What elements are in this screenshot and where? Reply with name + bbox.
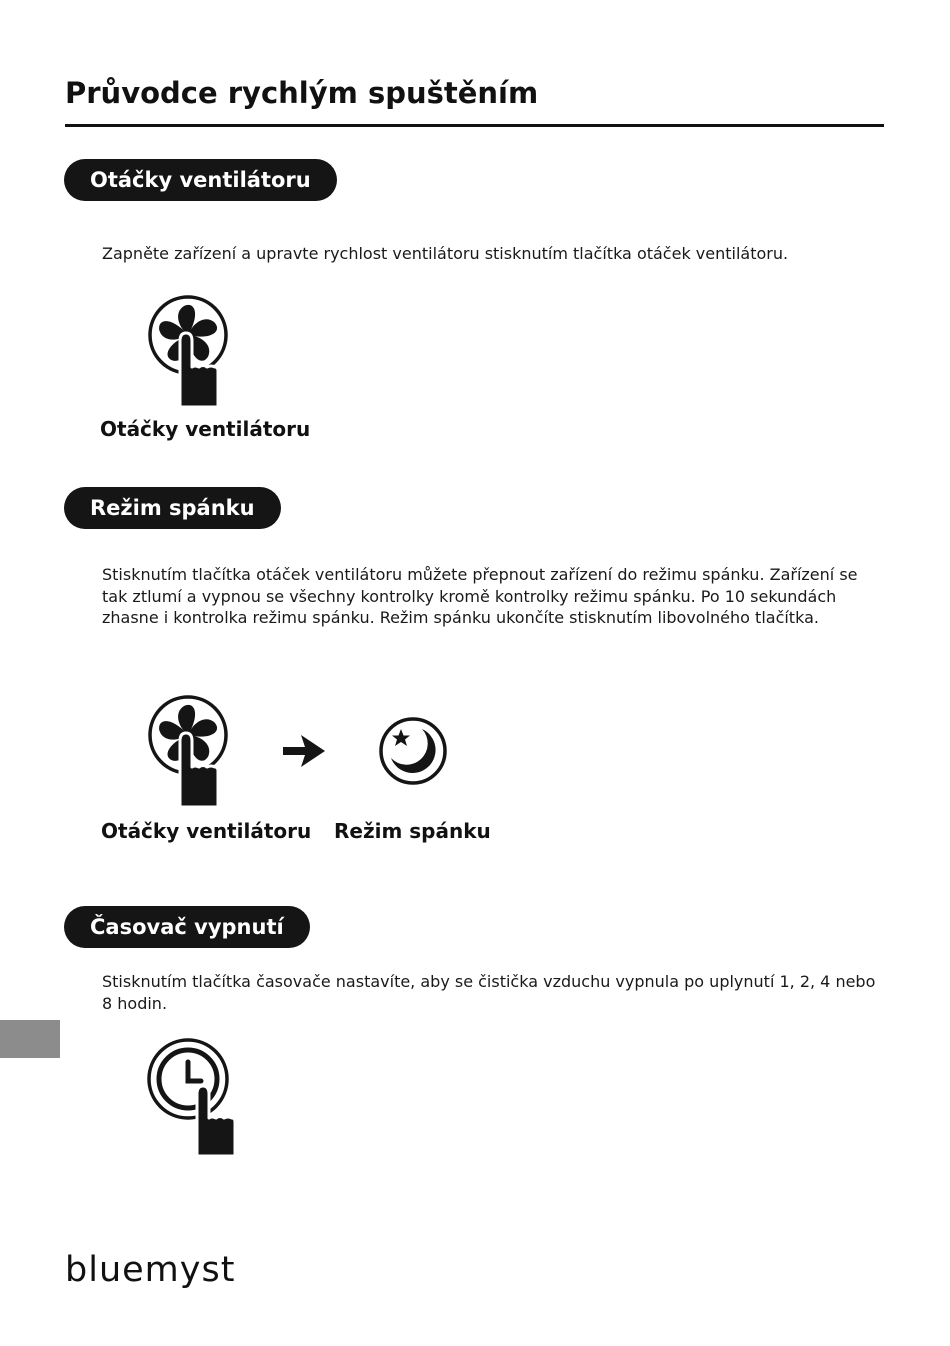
section-heading-sleep-mode: Režim spánku: [64, 487, 281, 529]
brand-logo: bluemyst: [65, 1250, 236, 1290]
clock-press-icon: [147, 1038, 251, 1160]
sleep-mode-caption: Režim spánku: [334, 819, 491, 843]
fan-speed-description: Zapněte zařízení a upravte rychlost ventilátoru stisknutím tlačítka otáček ventilátoru.: [102, 244, 789, 263]
title-divider: [65, 124, 884, 127]
fan-press-icon: [148, 695, 232, 810]
section-heading-off-timer: Časovač vypnutí: [64, 906, 310, 948]
fan-speed-caption: Otáčky ventilátoru: [101, 819, 312, 843]
page-title: Průvodce rychlým spuštěním: [65, 76, 539, 110]
fan-press-icon: [148, 295, 232, 410]
off-timer-description: Stisknutím tlačítka časovače nastavíte, aby se čistička vzduchu vypnula po uplynutí 1, 2, 4 nebo 8 hodin.: [102, 972, 876, 1013]
moon-star-icon: [378, 716, 448, 786]
sleep-mode-description: Stisknutím tlačítka otáček ventilátoru můžete přepnout zařízení do režimu spánku. Zařízení se tak ztlumí a vypnou se všechny kontrolky kromě kontrolky režimu spánku. Po 10 sekundách zhasne i kontrolka režimu spánku. Režim spánku ukončíte stisknutím libovolného tlačítka.: [102, 565, 858, 627]
section-heading-fan-speed: Otáčky ventilátoru: [64, 159, 337, 201]
side-tab-marker: [0, 1020, 60, 1058]
arrow-right-icon: [281, 733, 327, 769]
fan-speed-caption: Otáčky ventilátoru: [100, 417, 311, 441]
